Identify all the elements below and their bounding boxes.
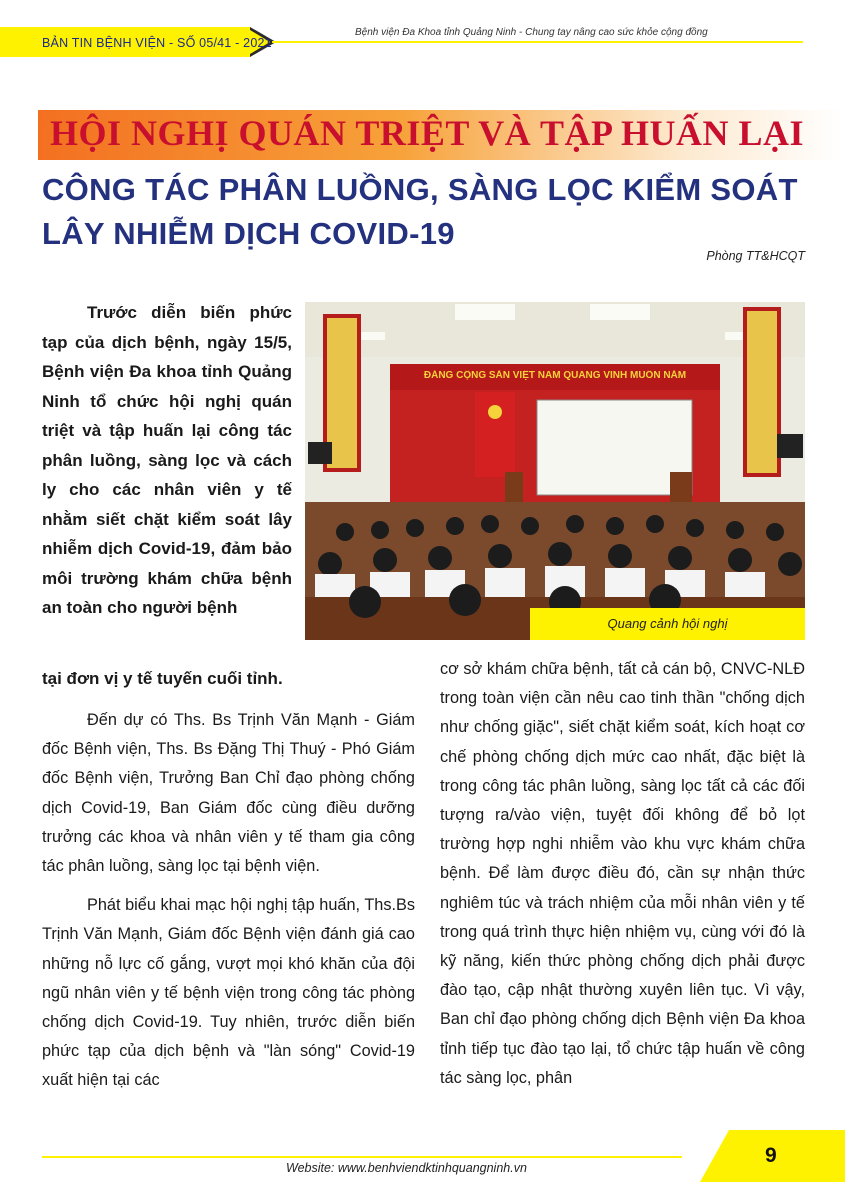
footer-rule <box>42 1156 682 1158</box>
header-tagline: Bệnh viện Đa Khoa tỉnh Quảng Ninh - Chung tay nâng cao sức khỏe cộng đồng <box>355 27 708 38</box>
conference-hall-image <box>305 302 805 640</box>
body-paragraph: Phát biểu khai mạc hội nghị tập huấn, Ths.Bs Trịnh Văn Mạnh, Giám đốc Bệnh viện đánh giá cao những nỗ lực cố gắng, vượt mọi khó khăn của đội ngũ nhân viên y tế bệnh viện trong công tác phòng chống dịch Covid-19. Tuy nhiên, trước diễn biến phức tạp của dịch bệnh và "làn sóng" Covid-19 xuất hiện tại các <box>42 896 415 1090</box>
page-number: 9 <box>765 1144 777 1167</box>
body-column-right <box>440 655 805 1093</box>
photo-caption: Quang cảnh hội nghị <box>607 616 728 631</box>
body-paragraph: Đến dự có Ths. Bs Trịnh Văn Mạnh - Giám đốc Bệnh viện, Ths. Bs Đặng Thị Thuý - Phó Giám đốc Bệnh viện, Trưởng Ban Chỉ đạo phòng chống dịch Covid-19, Ban Giám đốc cùng điều dưỡng trưởng các khoa và nhân viên y tế tham gia công tác phân luồng, sàng lọc tại bệnh viện. <box>42 711 415 876</box>
photo-banner: ĐẢNG CỘNG SẢN VIỆT NAM QUANG VINH MUÔN NĂM <box>423 370 687 381</box>
issue-label: BẢN TIN BỆNH VIỆN - SỐ 05/41 - 2021 <box>42 36 272 50</box>
conference-photo <box>305 302 805 640</box>
header-rule <box>272 41 803 43</box>
body-paragraph: cơ sở khám chữa bệnh, tất cả cán bộ, CNVC-NLĐ trong toàn viện cần nêu cao tinh thần "chống dịch như chống giặc", siết chặt kiểm soát, kích hoạt cơ chế phòng chống dịch mức cao nhất, đặc biệt là trong công tác phân luồng, sàng lọc tất cả các đối tượng ra/vào viện, tuyệt đối không để bỏ lọt trường hợp nghi nhiễm vào khu vực khám chữa bệnh. Để làm được điều đó, cần sự nhận thức nghiêm túc và trách nhiệm của mỗi nhân viên y tế trong quá trình thực hiện nhiệm vụ, cùng với đó là kỹ năng, kiến thức phòng chống dịch phải được đào tạo, cập nhật thường xuyên liên tục. Vì vậy, Ban chỉ đạo phòng chống dịch Bệnh viện Đa khoa tỉnh tiếp tục đào tạo lại, tổ chức tập huấn về công tác sàng lọc, phân <box>440 660 805 1087</box>
article-title-line2: CÔNG TÁC PHÂN LUỒNG, SÀNG LỌC KIỂM SOÁT LÂY NHIỄM DỊCH COVID-19 <box>42 172 798 251</box>
article-lead-end: tại đơn vị y tế tuyến cuối tỉnh. <box>42 669 283 688</box>
article-author: Phòng TT&HCQT <box>706 249 805 263</box>
body-column-left <box>42 706 415 1106</box>
footer-website[interactable]: Website: www.benhviendktinhquangninh.vn <box>286 1161 527 1175</box>
article-title-line1: HỘI NGHỊ QUÁN TRIỆT VÀ TẬP HUẤN LẠI <box>50 113 804 153</box>
article-lead: Trước diễn biến phức tạp của dịch bệnh, ngày 15/5, Bệnh viện Đa khoa tỉnh Quảng Ninh tổ chức hội nghị quán triệt và tập huấn lại công tác phân luồng, sàng lọc và cách ly cho các nhân viên y tế nhằm siết chặt kiểm soát lây nhiễm dịch Covid-19, đảm bảo môi trường khám chữa bệnh an toàn cho người bệnh <box>42 303 292 617</box>
